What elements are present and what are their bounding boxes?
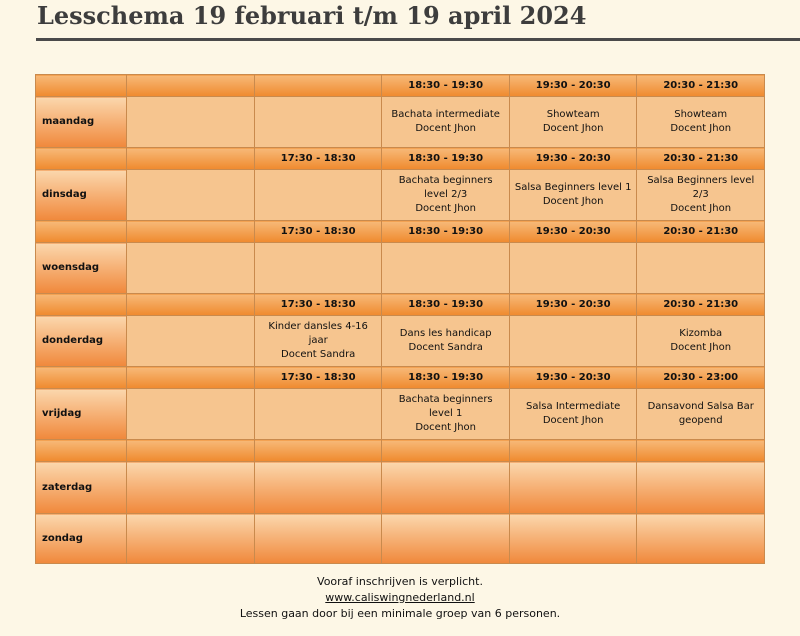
time-slot-cell: [36, 221, 127, 243]
lesson-cell: [254, 316, 382, 367]
footer-notice: Vooraf inschrijven is verplicht.: [317, 575, 483, 588]
lesson-cell: [509, 514, 637, 564]
time-slot-cell: [127, 294, 255, 316]
lesson-cell: [382, 170, 510, 221]
lesson-cell: [382, 243, 510, 294]
lesson-cell: [509, 462, 637, 514]
lesson-text: Docent Jhon: [415, 203, 476, 214]
lesson-cell: [254, 170, 382, 221]
lesson-cell: [637, 243, 765, 294]
title-underline: [36, 38, 800, 41]
day-row-zaterdag: [36, 462, 765, 514]
lesson-cell: [637, 389, 765, 440]
day-row-dinsdag: [36, 170, 765, 221]
lesson-text: Dans les handicap: [399, 328, 492, 339]
time-slot-cell: 19:30 - 20:30: [509, 294, 637, 316]
day-label: vrijdag: [36, 389, 127, 440]
time-slot-cell: 18:30 - 19:30: [382, 75, 510, 97]
time-slot-cell: 19:30 - 20:30: [509, 221, 637, 243]
lesson-cell: [254, 243, 382, 294]
lesson-cell: [509, 389, 637, 440]
lesson-text: Salsa Beginners level 1: [514, 182, 632, 193]
time-slot-cell: [127, 367, 255, 389]
lesson-cell: [127, 514, 255, 564]
time-slot-cell: 20:30 - 21:30: [637, 294, 765, 316]
lesson-cell: [127, 97, 255, 148]
lesson-text: Bachata beginners: [398, 175, 493, 186]
lesson-cell: [382, 514, 510, 564]
time-slot-cell: 18:30 - 19:30: [382, 294, 510, 316]
lesson-cell: [637, 316, 765, 367]
time-slot-cell: 17:30 - 18:30: [254, 367, 382, 389]
time-slot-cell: 20:30 - 21:30: [637, 221, 765, 243]
lesson-text: Kinder dansles 4-16 jaar: [268, 321, 368, 346]
lesson-text: geopend: [678, 415, 723, 426]
day-row-woensdag: [36, 243, 765, 294]
lesson-cell: [637, 170, 765, 221]
lesson-cell: [509, 97, 637, 148]
day-label: zaterdag: [36, 462, 127, 514]
time-slot-cell: [36, 148, 127, 170]
lesson-text: Docent Sandra: [408, 342, 483, 353]
lesson-text: Docent Jhon: [415, 422, 476, 433]
lesson-text: Dansavond Salsa Bar: [647, 401, 754, 412]
day-row-maandag: [36, 97, 765, 148]
time-slot-cell: 20:30 - 21:30: [637, 148, 765, 170]
lesson-cell: [637, 514, 765, 564]
lesson-text: Docent Jhon: [542, 196, 604, 207]
time-slot-cell: [509, 440, 637, 462]
lesson-cell: [254, 462, 382, 514]
lesson-cell: [254, 97, 382, 148]
lesson-text: Docent Jhon: [670, 123, 732, 134]
lesson-text: Salsa Beginners level 2/3: [647, 175, 755, 200]
lesson-cell: [127, 462, 255, 514]
time-slot-cell: 17:30 - 18:30: [254, 148, 382, 170]
lesson-cell: [127, 170, 255, 221]
lesson-cell: [127, 389, 255, 440]
lesson-text: Showteam: [674, 109, 728, 120]
lesson-cell: [637, 462, 765, 514]
schedule-table: [35, 74, 765, 564]
day-row-zondag: [36, 514, 765, 564]
lesson-cell: [509, 243, 637, 294]
time-slot-cell: 20:30 - 23:00: [637, 367, 765, 389]
time-slot-cell: 17:30 - 18:30: [254, 221, 382, 243]
time-slot-cell: [254, 75, 382, 97]
day-row-donderdag: [36, 316, 765, 367]
time-slot-cell: [254, 440, 382, 462]
lesson-cell: [127, 316, 255, 367]
time-slot-cell: 19:30 - 20:30: [509, 367, 637, 389]
lesson-cell: [382, 389, 510, 440]
website-link[interactable]: www.caliswingnederland.nl: [325, 591, 475, 604]
lesson-cell: [509, 170, 637, 221]
time-header-row: [36, 440, 765, 462]
lesson-cell: [382, 316, 510, 367]
time-slot-cell: 18:30 - 19:30: [382, 148, 510, 170]
day-label: maandag: [36, 97, 127, 148]
time-header-row: [36, 75, 765, 97]
time-slot-cell: 18:30 - 19:30: [382, 367, 510, 389]
time-slot-cell: 19:30 - 20:30: [509, 75, 637, 97]
lesson-text: Salsa Intermediate: [526, 401, 621, 412]
page-title: Lesschema 19 februari t/m 19 april 2024: [37, 1, 587, 30]
lesson-cell: [509, 316, 637, 367]
time-slot-cell: [127, 440, 255, 462]
time-slot-cell: [36, 75, 127, 97]
lesson-cell: [254, 514, 382, 564]
time-slot-cell: 17:30 - 18:30: [254, 294, 382, 316]
footer: [0, 574, 800, 622]
day-label: zondag: [36, 514, 127, 564]
lesson-text: Showteam: [546, 109, 600, 120]
time-slot-cell: 19:30 - 20:30: [509, 148, 637, 170]
day-row-vrijdag: [36, 389, 765, 440]
time-header-row: [36, 294, 765, 316]
lesson-text: Docent Jhon: [542, 123, 604, 134]
time-slot-cell: [127, 75, 255, 97]
lesson-text: Bachata intermediate: [391, 109, 500, 120]
day-label: donderdag: [36, 316, 127, 367]
lesson-text: Docent Jhon: [415, 123, 476, 134]
time-slot-cell: [382, 440, 510, 462]
time-slot-cell: [36, 367, 127, 389]
lesson-text: Docent Jhon: [670, 203, 732, 214]
footer-minimum-group: Lessen gaan door bij een minimale groep van 6 personen.: [239, 607, 561, 620]
time-slot-cell: 20:30 - 21:30: [637, 75, 765, 97]
time-header-row: [36, 367, 765, 389]
time-slot-cell: 18:30 - 19:30: [382, 221, 510, 243]
time-header-row: [36, 221, 765, 243]
time-slot-cell: [127, 221, 255, 243]
time-slot-cell: [127, 148, 255, 170]
lesson-cell: [637, 97, 765, 148]
time-slot-cell: [36, 440, 127, 462]
lesson-cell: [127, 243, 255, 294]
day-label: woensdag: [36, 243, 127, 294]
lesson-cell: [382, 97, 510, 148]
lesson-text: Kizomba: [679, 328, 723, 339]
time-slot-cell: [36, 294, 127, 316]
lesson-text: Docent Sandra: [281, 349, 356, 360]
lesson-text: Docent Jhon: [542, 415, 604, 426]
lesson-text: Bachata beginners level 1: [398, 394, 493, 419]
day-label: dinsdag: [36, 170, 127, 221]
time-slot-cell: [637, 440, 765, 462]
lesson-text: level 2/3: [424, 189, 468, 200]
lesson-cell: [382, 462, 510, 514]
lesson-cell: [254, 389, 382, 440]
time-header-row: [36, 148, 765, 170]
lesson-text: Docent Jhon: [670, 342, 732, 353]
